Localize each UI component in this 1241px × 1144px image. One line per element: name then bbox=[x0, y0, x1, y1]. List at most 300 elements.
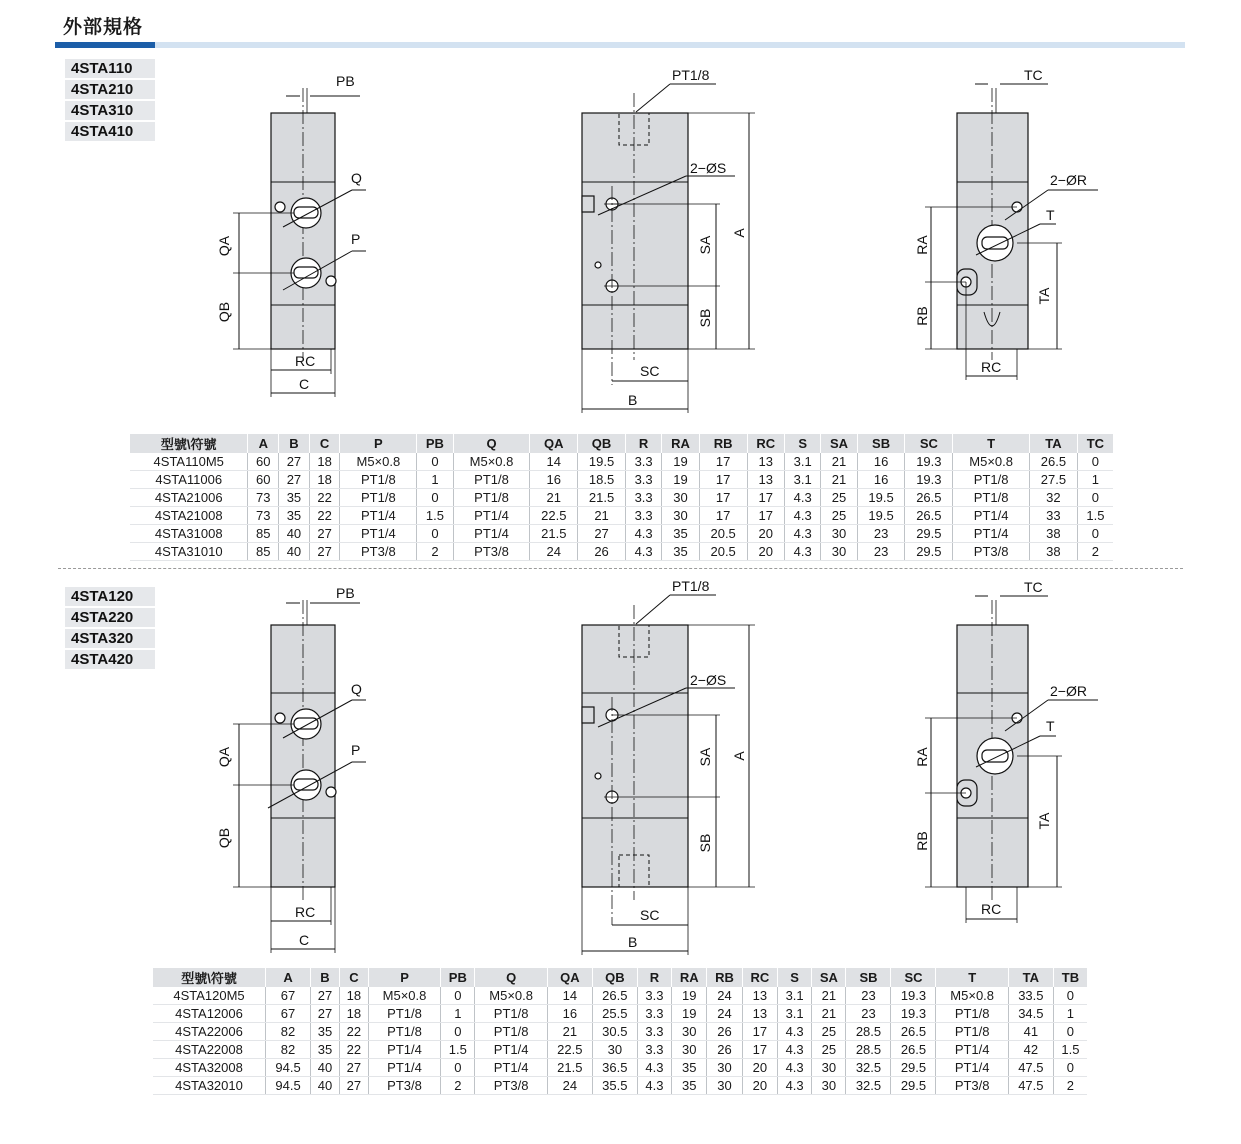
table-cell: 4.3 bbox=[625, 525, 661, 543]
dim-label: B bbox=[628, 934, 638, 950]
table-cell: 26 bbox=[578, 543, 626, 561]
table-cell: 19.3 bbox=[905, 471, 953, 489]
dim-label: P bbox=[351, 231, 361, 247]
table-cell: 27 bbox=[339, 1059, 368, 1077]
table-cell: 23 bbox=[857, 543, 905, 561]
spec-table-1 bbox=[130, 434, 1113, 561]
column-header: B bbox=[279, 434, 310, 453]
column-header: RB bbox=[699, 434, 747, 453]
table-cell: 18 bbox=[339, 1005, 368, 1023]
dim-label: QB bbox=[216, 301, 232, 323]
table-cell: 23 bbox=[857, 525, 905, 543]
table-cell: PT3/8 bbox=[453, 543, 530, 561]
table-row bbox=[130, 489, 1113, 507]
table-cell: 1.5 bbox=[1053, 1041, 1087, 1059]
column-header: C bbox=[309, 434, 340, 453]
column-header: SA bbox=[821, 434, 857, 453]
table-cell: 0 bbox=[441, 987, 475, 1005]
table-cell: 4STA22008 bbox=[153, 1041, 266, 1059]
table-cell: 1.5 bbox=[417, 507, 453, 525]
column-header: B bbox=[311, 968, 340, 987]
table-cell: PT3/8 bbox=[368, 1077, 440, 1095]
table-row bbox=[153, 1041, 1087, 1059]
column-header: PB bbox=[417, 434, 453, 453]
column-header: TB bbox=[1053, 968, 1087, 987]
table-cell: PT1/4 bbox=[475, 1041, 547, 1059]
table-cell: 20.5 bbox=[699, 525, 747, 543]
table-cell: 3.3 bbox=[625, 453, 661, 471]
table-cell: 4.3 bbox=[777, 1059, 811, 1077]
table-cell: 67 bbox=[266, 1005, 311, 1023]
table-cell: PT1/4 bbox=[936, 1041, 1008, 1059]
table-cell: 4STA110M5 bbox=[130, 453, 248, 471]
table-cell: 22 bbox=[339, 1023, 368, 1041]
table-cell: 40 bbox=[311, 1077, 340, 1095]
table-cell: 19 bbox=[672, 1005, 707, 1023]
table-cell: 4STA31010 bbox=[130, 543, 248, 561]
table-cell: 0 bbox=[1053, 987, 1087, 1005]
dim-label: RC bbox=[295, 904, 316, 920]
column-header: QB bbox=[592, 968, 637, 987]
table-cell: 35 bbox=[311, 1023, 340, 1041]
model-tag: 4STA420 bbox=[65, 650, 155, 669]
table-cell: 27.5 bbox=[1030, 471, 1078, 489]
table-cell: 30 bbox=[592, 1041, 637, 1059]
table-cell: M5×0.8 bbox=[475, 987, 547, 1005]
table-cell: PT1/8 bbox=[936, 1023, 1008, 1041]
table-cell: PT3/8 bbox=[936, 1077, 1008, 1095]
table-cell: 18 bbox=[339, 987, 368, 1005]
dim-label: Q bbox=[351, 170, 362, 186]
table-cell: 35 bbox=[672, 1059, 707, 1077]
table-cell: 3.3 bbox=[637, 1023, 671, 1041]
column-header: TA bbox=[1008, 968, 1053, 987]
table-cell: 30 bbox=[707, 1077, 742, 1095]
column-header: SC bbox=[891, 968, 936, 987]
dim-label: A bbox=[731, 228, 747, 238]
column-header: QA bbox=[547, 968, 592, 987]
table-cell: 26.5 bbox=[905, 507, 953, 525]
table-cell: PT1/8 bbox=[953, 471, 1030, 489]
table-cell: 1 bbox=[1077, 471, 1113, 489]
table-cell: 30.5 bbox=[592, 1023, 637, 1041]
table-cell: 4.3 bbox=[777, 1023, 811, 1041]
model-tag: 4STA220 bbox=[65, 608, 155, 627]
table-cell: PT1/8 bbox=[936, 1005, 1008, 1023]
table-cell: M5×0.8 bbox=[340, 453, 417, 471]
table-cell: 38 bbox=[1030, 525, 1078, 543]
table-cell: 27 bbox=[279, 453, 310, 471]
page-title: 外部規格 bbox=[63, 16, 144, 38]
column-header: A bbox=[248, 434, 279, 453]
table-cell: 19 bbox=[672, 987, 707, 1005]
model-tag: 4STA310 bbox=[65, 101, 155, 120]
table-cell: 27 bbox=[309, 525, 340, 543]
dim-label: RA bbox=[914, 747, 930, 767]
table-cell: PT1/8 bbox=[475, 1023, 547, 1041]
table-cell: 21.5 bbox=[578, 489, 626, 507]
table-cell: 4.3 bbox=[785, 543, 821, 561]
table-cell: 4STA21006 bbox=[130, 489, 248, 507]
table-cell: 30 bbox=[812, 1077, 846, 1095]
table-cell: PT3/8 bbox=[475, 1077, 547, 1095]
dim-label: SA bbox=[697, 747, 713, 767]
table-cell: 21 bbox=[547, 1023, 592, 1041]
dim-label: SC bbox=[640, 363, 660, 379]
table-cell: 30 bbox=[707, 1059, 742, 1077]
table-cell: 3.1 bbox=[777, 1005, 811, 1023]
table-cell: 27 bbox=[339, 1077, 368, 1095]
table-cell: 20 bbox=[747, 525, 784, 543]
table-cell: 21.5 bbox=[547, 1059, 592, 1077]
table-cell: 3.3 bbox=[637, 987, 671, 1005]
dim-label: SB bbox=[697, 308, 713, 328]
dim-label: QA bbox=[216, 235, 232, 257]
table-row bbox=[130, 525, 1113, 543]
table-cell: 22.5 bbox=[530, 507, 578, 525]
table-cell: 4.3 bbox=[637, 1059, 671, 1077]
table-cell: 3.1 bbox=[777, 987, 811, 1005]
table-cell: 35 bbox=[279, 507, 310, 525]
column-header: Q bbox=[475, 968, 547, 987]
table-cell: 34.5 bbox=[1008, 1005, 1053, 1023]
table-cell: 2 bbox=[441, 1077, 475, 1095]
table-cell: 18 bbox=[309, 453, 340, 471]
table-cell: 40 bbox=[279, 543, 310, 561]
dim-label: RC bbox=[981, 901, 1002, 917]
column-header: QB bbox=[578, 434, 626, 453]
table-cell: PT1/4 bbox=[340, 507, 417, 525]
table-cell: 0 bbox=[1053, 1023, 1087, 1041]
column-header: SB bbox=[846, 968, 891, 987]
column-header: P bbox=[368, 968, 440, 987]
column-header: R bbox=[625, 434, 661, 453]
dim-label: RC bbox=[295, 353, 316, 369]
table-row bbox=[130, 507, 1113, 525]
table-cell: 13 bbox=[747, 471, 784, 489]
dim-label: 2−ØR bbox=[1050, 683, 1087, 699]
table-cell: PT1/8 bbox=[475, 1005, 547, 1023]
table-row bbox=[130, 453, 1113, 471]
model-tag: 4STA120 bbox=[65, 587, 155, 606]
table-cell: 0 bbox=[1077, 525, 1113, 543]
table-cell: 17 bbox=[747, 507, 784, 525]
table-header-row bbox=[153, 968, 1087, 987]
model-tag: 4STA210 bbox=[65, 80, 155, 99]
table-row bbox=[130, 543, 1113, 561]
table-cell: 13 bbox=[742, 1005, 777, 1023]
table-cell: 28.5 bbox=[846, 1041, 891, 1059]
table-cell: 29.5 bbox=[891, 1077, 936, 1095]
table-cell: 24 bbox=[530, 543, 578, 561]
table-cell: 30 bbox=[662, 489, 699, 507]
column-header: RC bbox=[742, 968, 777, 987]
dim-label: T bbox=[1046, 718, 1055, 734]
table-cell: 3.3 bbox=[625, 507, 661, 525]
table-row bbox=[153, 1023, 1087, 1041]
table-cell: 21 bbox=[578, 507, 626, 525]
column-header: RB bbox=[707, 968, 742, 987]
dim-label: SB bbox=[697, 833, 713, 853]
table-row bbox=[153, 1059, 1087, 1077]
table-cell: 16 bbox=[857, 471, 905, 489]
table-cell: 3.1 bbox=[785, 471, 821, 489]
table-cell: 2 bbox=[1053, 1077, 1087, 1095]
table-cell: 33 bbox=[1030, 507, 1078, 525]
model-tag: 4STA110 bbox=[65, 59, 155, 78]
table-cell: 17 bbox=[699, 453, 747, 471]
table-cell: 26 bbox=[707, 1041, 742, 1059]
dim-label: PB bbox=[336, 73, 355, 89]
table-cell: PT1/8 bbox=[453, 489, 530, 507]
dim-label: Q bbox=[351, 681, 362, 697]
dim-label: RB bbox=[914, 306, 930, 326]
dim-label: QB bbox=[216, 827, 232, 849]
table-cell: 4STA32010 bbox=[153, 1077, 266, 1095]
dimension-drawing-2 bbox=[0, 575, 1241, 965]
dim-label: SA bbox=[697, 235, 713, 255]
table-cell: 36.5 bbox=[592, 1059, 637, 1077]
table-cell: PT1/4 bbox=[368, 1059, 440, 1077]
table-cell: 25 bbox=[821, 507, 857, 525]
table-cell: 4STA31008 bbox=[130, 525, 248, 543]
side-view bbox=[582, 578, 755, 955]
table-cell: PT1/4 bbox=[475, 1059, 547, 1077]
spec-table-2 bbox=[153, 968, 1087, 1095]
table-cell: 24 bbox=[707, 987, 742, 1005]
column-header: R bbox=[637, 968, 671, 987]
dim-label: 2−ØS bbox=[690, 672, 727, 688]
dim-label: T bbox=[1046, 207, 1055, 223]
column-header: C bbox=[339, 968, 368, 987]
table-cell: 22 bbox=[339, 1041, 368, 1059]
table-cell: 4.3 bbox=[785, 489, 821, 507]
column-header: 型號\符號 bbox=[130, 434, 248, 453]
table-cell: 13 bbox=[747, 453, 784, 471]
table-cell: 22 bbox=[309, 489, 340, 507]
table-cell: 4STA22006 bbox=[153, 1023, 266, 1041]
table-cell: 0 bbox=[417, 453, 453, 471]
table-cell: PT1/4 bbox=[340, 525, 417, 543]
table-cell: 27 bbox=[578, 525, 626, 543]
table-cell: 47.5 bbox=[1008, 1059, 1053, 1077]
dim-label: 2−ØR bbox=[1050, 172, 1087, 188]
table-cell: PT1/4 bbox=[953, 525, 1030, 543]
table-cell: 27 bbox=[311, 987, 340, 1005]
table-cell: 35 bbox=[662, 543, 699, 561]
table-cell: 21 bbox=[812, 987, 846, 1005]
table-cell: 17 bbox=[747, 489, 784, 507]
table-cell: 4.3 bbox=[625, 543, 661, 561]
table-cell: 4.3 bbox=[777, 1041, 811, 1059]
column-header: P bbox=[340, 434, 417, 453]
dim-label: TA bbox=[1036, 812, 1052, 830]
front-view bbox=[216, 73, 366, 397]
dim-label: TC bbox=[1024, 67, 1043, 83]
table-cell: 85 bbox=[248, 543, 279, 561]
column-header: TC bbox=[1077, 434, 1113, 453]
table-cell: 14 bbox=[530, 453, 578, 471]
table-cell: 0 bbox=[1053, 1059, 1087, 1077]
table-cell: 19.5 bbox=[857, 489, 905, 507]
table-cell: 27 bbox=[311, 1005, 340, 1023]
table-cell: 22.5 bbox=[547, 1041, 592, 1059]
end-view bbox=[914, 579, 1098, 923]
column-header: TA bbox=[1030, 434, 1078, 453]
table-cell: 21 bbox=[530, 489, 578, 507]
table-cell: M5×0.8 bbox=[953, 453, 1030, 471]
table-cell: 40 bbox=[311, 1059, 340, 1077]
table-cell: 82 bbox=[266, 1023, 311, 1041]
table-cell: 41 bbox=[1008, 1023, 1053, 1041]
table-cell: 26.5 bbox=[891, 1041, 936, 1059]
dim-label: PT1/8 bbox=[672, 578, 710, 594]
table-cell: 30 bbox=[821, 525, 857, 543]
table-cell: M5×0.8 bbox=[936, 987, 1008, 1005]
table-cell: 26.5 bbox=[905, 489, 953, 507]
table-cell: 38 bbox=[1030, 543, 1078, 561]
table-cell: 26 bbox=[707, 1023, 742, 1041]
table-cell: 27 bbox=[279, 471, 310, 489]
table-cell: 4STA120M5 bbox=[153, 987, 266, 1005]
column-header: SA bbox=[812, 968, 846, 987]
dim-label: B bbox=[628, 392, 638, 408]
dim-label: QA bbox=[216, 746, 232, 768]
table-cell: M5×0.8 bbox=[368, 987, 440, 1005]
table-cell: 60 bbox=[248, 471, 279, 489]
table-cell: 18 bbox=[309, 471, 340, 489]
table-cell: 21 bbox=[812, 1005, 846, 1023]
end-view bbox=[914, 67, 1098, 380]
dimension-drawing-1 bbox=[0, 0, 1241, 430]
table-cell: 19.3 bbox=[891, 1005, 936, 1023]
table-cell: 94.5 bbox=[266, 1059, 311, 1077]
table-cell: 20 bbox=[742, 1059, 777, 1077]
table-row bbox=[130, 471, 1113, 489]
table-row bbox=[153, 1077, 1087, 1095]
table-cell: 13 bbox=[742, 987, 777, 1005]
table-cell: 30 bbox=[662, 507, 699, 525]
table-cell: 40 bbox=[279, 525, 310, 543]
table-cell: 4.3 bbox=[777, 1077, 811, 1095]
table-cell: 2 bbox=[417, 543, 453, 561]
table-cell: 26.5 bbox=[592, 987, 637, 1005]
table-cell: 32 bbox=[1030, 489, 1078, 507]
table-cell: 25 bbox=[821, 489, 857, 507]
table-cell: 73 bbox=[248, 489, 279, 507]
table-cell: 0 bbox=[441, 1023, 475, 1041]
table-cell: 3.3 bbox=[625, 471, 661, 489]
table-cell: 1.5 bbox=[441, 1041, 475, 1059]
table-cell: 4STA32008 bbox=[153, 1059, 266, 1077]
column-header: S bbox=[777, 968, 811, 987]
table-cell: PT1/4 bbox=[953, 507, 1030, 525]
table-cell: 82 bbox=[266, 1041, 311, 1059]
table-cell: 19.5 bbox=[578, 453, 626, 471]
dim-label: TC bbox=[1024, 579, 1043, 595]
column-header: A bbox=[266, 968, 311, 987]
table-cell: PT1/8 bbox=[368, 1005, 440, 1023]
table-cell: PT1/8 bbox=[368, 1023, 440, 1041]
table-cell: 16 bbox=[530, 471, 578, 489]
table-cell: 23 bbox=[846, 1005, 891, 1023]
table-cell: 3.3 bbox=[637, 1041, 671, 1059]
dim-label: A bbox=[731, 751, 747, 761]
table-cell: 17 bbox=[742, 1023, 777, 1041]
table-cell: 4STA21008 bbox=[130, 507, 248, 525]
table-cell: 4.3 bbox=[785, 525, 821, 543]
column-header: 型號\符號 bbox=[153, 968, 266, 987]
table-cell: 1 bbox=[417, 471, 453, 489]
table-cell: 0 bbox=[1077, 489, 1113, 507]
table-cell: 73 bbox=[248, 507, 279, 525]
table-cell: PT1/8 bbox=[953, 489, 1030, 507]
table-cell: PT1/8 bbox=[340, 471, 417, 489]
table-cell: 17 bbox=[699, 507, 747, 525]
table-cell: 26.5 bbox=[1030, 453, 1078, 471]
table-cell: 14 bbox=[547, 987, 592, 1005]
column-header: PB bbox=[441, 968, 475, 987]
table-cell: 85 bbox=[248, 525, 279, 543]
table-cell: 32.5 bbox=[846, 1059, 891, 1077]
table-cell: 19.3 bbox=[905, 453, 953, 471]
table-cell: 35 bbox=[279, 489, 310, 507]
front-view bbox=[216, 585, 366, 953]
table-cell: 24 bbox=[547, 1077, 592, 1095]
table-cell: 19 bbox=[662, 471, 699, 489]
table-cell: 30 bbox=[672, 1041, 707, 1059]
dim-label: RC bbox=[981, 359, 1002, 375]
table-cell: 33.5 bbox=[1008, 987, 1053, 1005]
column-header: Q bbox=[453, 434, 530, 453]
table-cell: 4STA11006 bbox=[130, 471, 248, 489]
table-cell: 35 bbox=[672, 1077, 707, 1095]
table-cell: PT3/8 bbox=[953, 543, 1030, 561]
dim-label: SC bbox=[640, 907, 660, 923]
dim-label: P bbox=[351, 742, 361, 758]
table-cell: PT1/8 bbox=[340, 489, 417, 507]
table-cell: 19.3 bbox=[891, 987, 936, 1005]
table-cell: 29.5 bbox=[891, 1059, 936, 1077]
table-cell: 35 bbox=[662, 525, 699, 543]
table-cell: 24 bbox=[707, 1005, 742, 1023]
dim-label: C bbox=[299, 376, 310, 392]
table-cell: 21.5 bbox=[530, 525, 578, 543]
table-cell: 4STA12006 bbox=[153, 1005, 266, 1023]
model-tag: 4STA410 bbox=[65, 122, 155, 141]
column-header: T bbox=[953, 434, 1030, 453]
table-row bbox=[153, 1005, 1087, 1023]
table-cell: PT1/4 bbox=[936, 1059, 1008, 1077]
table-cell: 22 bbox=[309, 507, 340, 525]
table-cell: 3.3 bbox=[625, 489, 661, 507]
table-cell: 20.5 bbox=[699, 543, 747, 561]
table-cell: 2 bbox=[1077, 543, 1113, 561]
table-cell: PT1/4 bbox=[453, 507, 530, 525]
column-header: S bbox=[785, 434, 821, 453]
table-cell: 21 bbox=[821, 453, 857, 471]
table-cell: 19 bbox=[662, 453, 699, 471]
table-cell: 17 bbox=[699, 471, 747, 489]
table-cell: 16 bbox=[547, 1005, 592, 1023]
table-cell: 67 bbox=[266, 987, 311, 1005]
model-tag: 4STA320 bbox=[65, 629, 155, 648]
table-row bbox=[153, 987, 1087, 1005]
column-header: RA bbox=[672, 968, 707, 987]
dim-label: RB bbox=[914, 831, 930, 851]
table-cell: 0 bbox=[417, 525, 453, 543]
side-view bbox=[582, 67, 755, 413]
